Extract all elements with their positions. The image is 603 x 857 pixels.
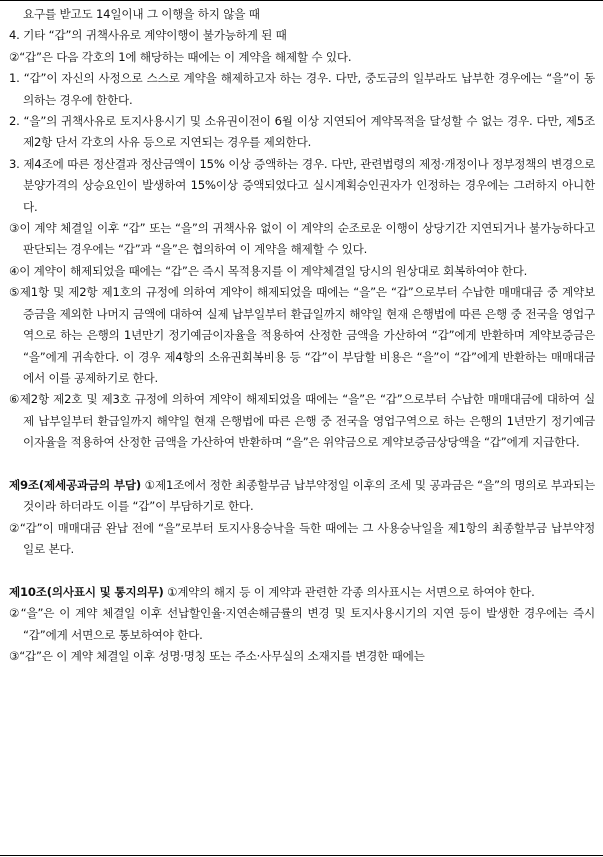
article-text: ①계약의 해지 등 이 계약과 관련한 각종 의사표시는 서면으로 하여야 한다. xyxy=(163,584,535,599)
clause-paragraph: ②“갑”은 다음 각호의 1에 해당하는 때에는 이 계약을 해제할 수 있다. xyxy=(9,49,352,64)
clause-paragraph: ④이 계약이 해제되었을 때에는 “갑”은 즉시 목적용지를 이 계약체결일 당시의 원상대로 회복하여야 한다. xyxy=(9,263,528,278)
page-top-border xyxy=(0,0,603,1)
clause-paragraph: ②“갑”이 매매대금 완납 전에 “을”로부터 토지사용승낙을 득한 때에는 그 사용승낙일을 제1항의 최종할부금 납부약정일로 본다. xyxy=(9,520,595,557)
article-text: ①제1조에서 정한 최종할부금 납부약정일 이후의 조세 및 공과금은 “을”의 명의로 부과되는 것이라 하더라도 이를 “갑”이 부담하기로 한다. xyxy=(23,477,595,514)
contract-body xyxy=(9,47,595,668)
article-heading: 제10조(의사표시 및 통지의무) xyxy=(9,584,164,599)
clause-item-4: 4. 기타 “갑”의 귀책사유로 계약이행이 불가능하게 된 때 xyxy=(9,28,287,43)
continued-line: 요구를 받고도 14일이내 그 이행을 하지 않을 때 xyxy=(23,7,260,21)
clause-paragraph: ③이 계약 체결일 이후 “갑” 또는 “을”의 귀책사유 없이 이 계약의 순조로운 이행이 상당기간 지연되거나 불가능하다고 판단되는 경우에는 “갑”과 “을”은 협의하여 이 계약을 해제할 수 있다. xyxy=(9,221,595,257)
clause-paragraph: ③“갑”은 이 계약 체결일 이후 성명·명칭 또는 주소·사무실의 소재지를 변경한 때에는 xyxy=(9,649,425,664)
article-heading: 제9조(제세공과금의 부담) xyxy=(9,477,142,492)
article-paragraph xyxy=(9,582,595,603)
article-paragraph xyxy=(9,475,595,518)
contract-page xyxy=(9,4,595,668)
clause-paragraph: ⑤제1항 및 제2항 제1호의 규정에 의하여 계약이 해제되었을 때에는 “을”은 “갑”으로부터 수납한 매매대금 중 계약보증금을 제외한 나머지 금액에 대하여 실제 납부일부터 환급일까지 해약일 현재 은행법에 따른 은행 중 전국을 영업구역으로 하는 은행의 1년만기 정기예금이자율을 적용하여 산정한 금액을 가산하여 “갑”에게 반환하며 계약보증금은 “을”에게 귀속한다. 이 경우 제4항의 소유권회복비용 등 “갑”이 부담할 비용은 “을”이 “갑”에게 반환하는 매매대금에서 이를 공제하기로 한다. xyxy=(9,285,595,385)
clause-paragraph: 2. “을”의 귀책사유로 토지사용시기 및 소유권이전이 6월 이상 지연되어 계약목적을 달성할 수 없는 경우. 다만, 제5조 제2항 단서 각호의 사유 등으로 지연되는 경우를 제외한다. xyxy=(9,114,595,150)
clause-paragraph: 1. “갑”이 자신의 사정으로 스스로 계약을 해제하고자 하는 경우. 다만, 중도금의 일부라도 납부한 경우에는 “을”이 동의하는 경우에 한한다. xyxy=(9,71,595,107)
clause-paragraph: ②“을”은 이 계약 체결일 이후 선납할인율·지연손해금률의 변경 및 토지사용시기의 지연 등이 발생한 경우에는 즉시 “갑”에게 서면으로 통보하여야 한다. xyxy=(9,606,595,642)
section-gap xyxy=(9,454,595,475)
section-gap xyxy=(9,561,595,582)
clause-paragraph: ⑥제2항 제2호 및 제3호 규정에 의하여 계약이 해제되었을 때에는 “을”은 “갑”으로부터 수납한 매매대금에 대하여 실제 납부일부터 환급일까지 해약일 현재 은행법에 따른 은행 중 전국을 영업구역으로 하는 은행의 1년만기 정기예금이자율을 적용하여 산정한 금액을 가산하여 반환하며 “을”은 위약금으로 계약보증금상당액을 “갑”에게 지급한다. xyxy=(9,392,595,450)
page-bottom-border xyxy=(0,855,603,856)
clause-paragraph: 3. 제4조에 따른 정산결과 정산금액이 15% 이상 증액하는 경우. 다만, 관련법령의 제정·개정이나 정부정책의 변경으로 분양가격의 상승요인이 발생하여 15%이상 증액되었다고 실시계획승인권자가 인정하는 경우에는 그러하지 아니한다. xyxy=(9,156,595,214)
